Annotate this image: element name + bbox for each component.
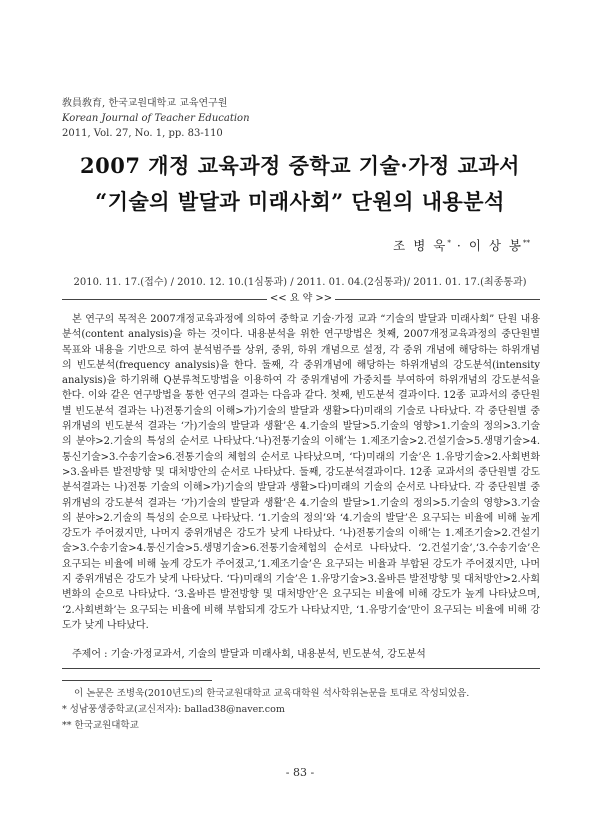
journal-line-kor: 敎員敎育, 한국교원대학교 교육연구원 (62, 98, 228, 109)
footnote-author-2: ** 한국교원대학교 (62, 720, 139, 731)
footnote-author-1: * 성남풍생중학교(교신저자): ballad38@naver.com (62, 704, 285, 715)
journal-info (62, 96, 250, 141)
footnote-thesis: 이 논문은 조병욱(2010년도)의 한국교원대학교 교육대학원 석사학위논문을 토대로 작성되었음. (74, 688, 470, 699)
journal-line-eng: Korean Journal of Teacher Education (62, 113, 250, 124)
author-2-mark: ** (523, 238, 530, 247)
paper-title-line-2: “기술의 발달과 미래사회” 단원의 내용분석 (95, 189, 505, 214)
footnote-divider (62, 680, 212, 681)
abstract-header (62, 292, 540, 306)
keywords: 주제어 : 기술·가정교과서, 기술의 발달과 미래사회, 내용분석, 빈도분석, 강도분석 (62, 648, 540, 669)
review-dates: 2010. 11. 17.(접수) / 2010. 12. 10.(1심통과) / 2011. 01. 04.(2심통과)/ 2011. 01. 17.(최종통과) (73, 277, 527, 288)
page-number: - 83 - (285, 766, 315, 779)
author-1-mark: * (447, 238, 451, 247)
author-2: 이 상 봉 (468, 238, 523, 253)
author-list (393, 236, 530, 254)
abstract-body: 본 연구의 목적은 2007개정교육과정에 의하여 중학교 기술·가정 교과 “기술의 발달과 미래사회” 단원 내용분석(content analysis)을 하는 것이다. 내용분석을 위한 연구방법은 첫째, 2007개정교육과정의 중단원별 목표와 내용을 기반으로 하여 분석범주를 상위, 중위, 하위 개념으로 설정, 각 중위 개념에 해당하는 하위개념의 빈도분석(frequency analysis)을 한다. 둘째, 각 중위개념에 해당하는 하위개념의 강도분석(intensity analysis)을 하기위해 Q분류척도방법을 이용하여 각 중위개념에 가중치를 부여하여 하위개념의 강도분석을 한다. 이와 같은 연구방법을 통한 연구의 결과는 다음과 같다. 첫째, 빈도분석 결과이다. 12종 교과서의 중단원별 빈도분석 결과는 나)전통기술의 이해>가)기술의 발달과 생활>다)미래의 기술로 나타났다. 각 중단원별 중위개념의 빈도분석 결과는 ‘가)기술의 발달과 생활’은 4.기술의 발달>5.기술의 영향>1.기술의 정의>3.기술의 분야>2.기술의 특성의 순서로 나타났다.‘나)전통기술의 이해’는 1.제조기술>2.건설기술>5.생명기술>4.통신기술>3.수송기술>6.전통기술의 체험의 순서로 나타났으며, ‘다)미래의 기술’은 1.유망기술>2.사회변화>3.올바른 발전방향 및 대처방안의 순서로 나타났다. 둘째, 강도분석결과이다. 12종 교과서의 중단원별 강도분석결과는 나)전통 기술의 이해>가)기술의 발달과 생활>다)미래의 기술의 순서로 나타났다. 각 중단원별 중위개념의 강도분석 결과는 ‘가)기술의 발달과 생활’은 4.기술의 발달>1.기술의 정의>5.기술의 영향>3.기술의 분야>2.기술의 특성의 순으로 나타났다. ‘1.기술의 정의’와 ‘4.기술의 발달’은 요구되는 비율에 비해 높게 강도가 주어졌지만, 나머지 중위개념은 강도가 낮게 나타났다. ‘나)전통기술의 이해’는 1.제조기술>2.건설기술>3.수송기술>4.통신기술>5.생명기술>6.전통기술체험의 순서로 나타났다. ‘2.건설기술’,‘3.수송기술’은 요구되는 비율에 비해 높게 강도가 주어졌고,‘1.제조기술’은 요구되는 비율과 부합된 강도가 주어졌지만, 나머지 중위개념은 강도가 낮게 나타났다. ‘다)미래의 기술’은 1.유망기술>3.올바른 발전방향 및 대처방안>2.사회변화의 순으로 나타났다. ‘3.올바른 발전방향 및 대처방안’은 요구되는 비율에 비해 강도가 높게 나타났으며, ‘2.사회변화’는 요구되는 비율에 비해 부합되게 강도가 나타났지만, ‘1.유망기술’만이 요구되는 비율에 비해 강도가 낮게 나타났다. (62, 314, 540, 631)
paper-title-line-1: 2007 개정 교육과정 중학교 기술·가정 교과서 (80, 153, 520, 178)
author-1: 조 병 욱 (393, 238, 448, 253)
abstract-rule-right (335, 299, 540, 300)
abstract-heading: << 요 약 >> (269, 293, 333, 304)
footnotes (62, 686, 469, 734)
author-separator: · (456, 238, 463, 253)
journal-volume: 2011, Vol. 27, No. 1, pp. 83-110 (62, 128, 223, 139)
